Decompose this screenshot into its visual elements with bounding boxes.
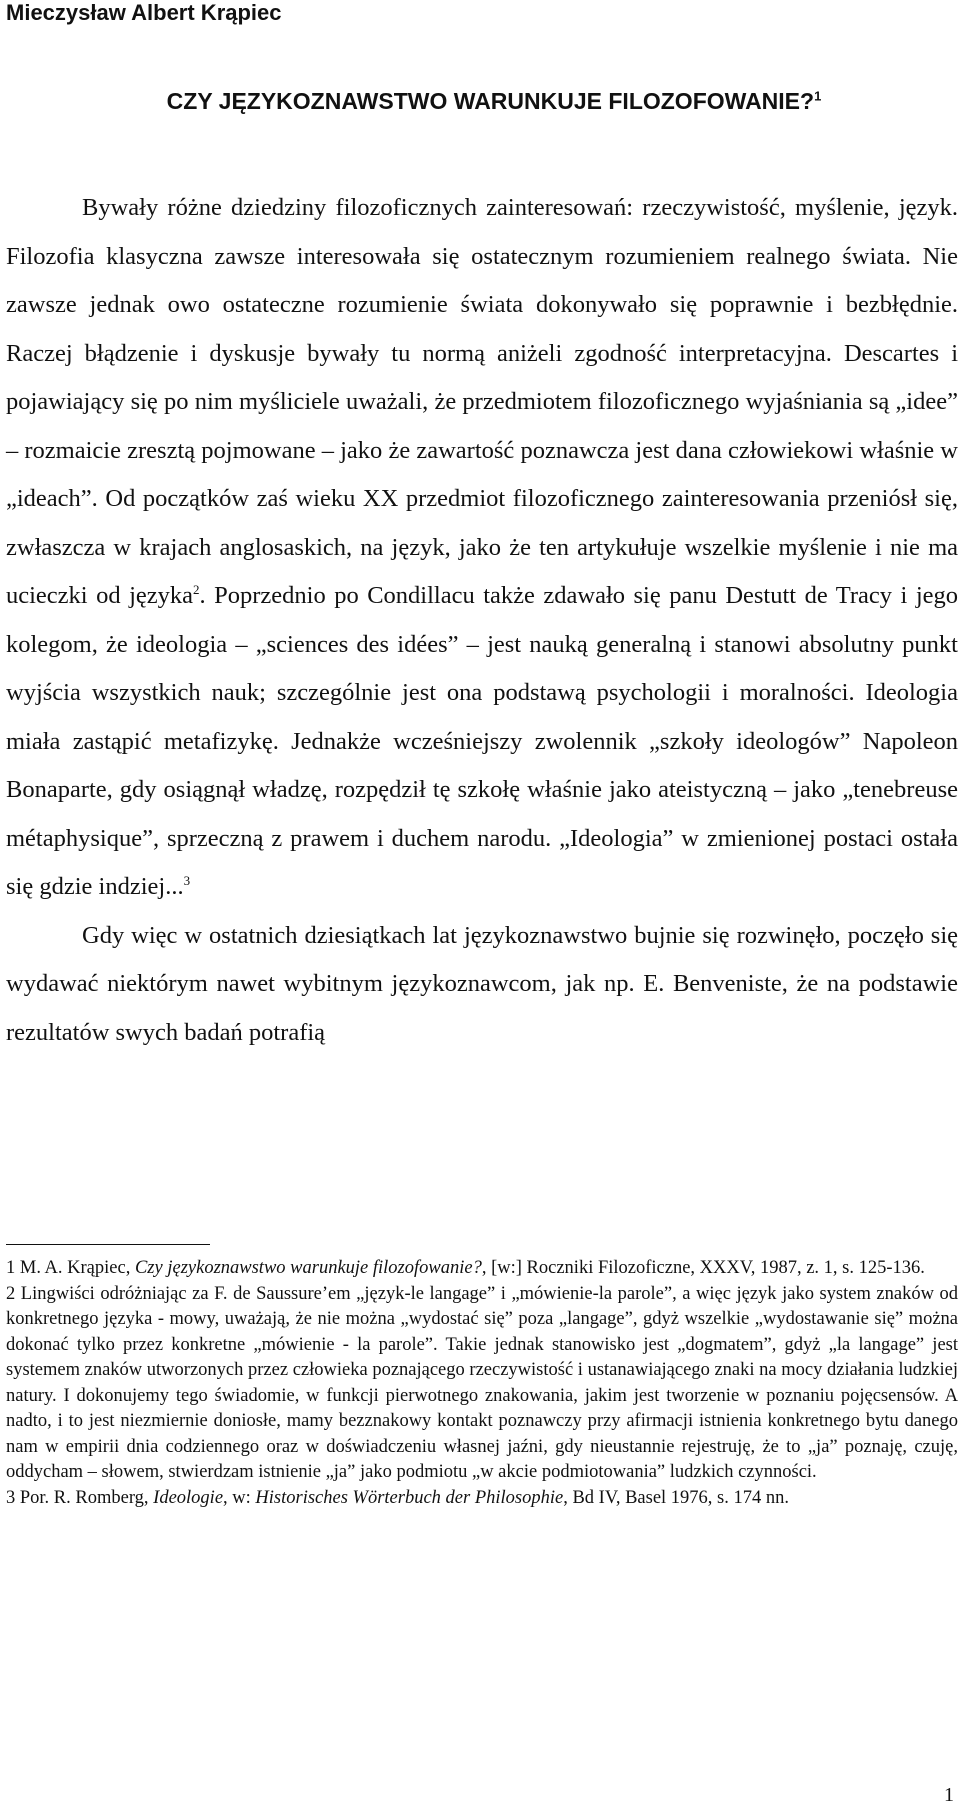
footnote-3 — [6, 1486, 958, 1512]
footnotes — [6, 1256, 958, 1511]
article-title-text: CZY JĘZYKOZNAWSTWO WARUNKUJE FILOZOFOWANIE? — [166, 88, 815, 114]
article-body — [6, 184, 958, 1057]
footnote-3-title-2: Historisches Wörterbuch der Philosophie — [255, 1487, 564, 1508]
title-footnote-ref[interactable]: 1 — [814, 88, 822, 104]
footnote-ref-2[interactable]: 2 — [193, 581, 200, 597]
footnote-1-part-a: 1 M. A. Krąpiec, — [6, 1258, 135, 1278]
article-title — [0, 88, 960, 115]
footnote-3-part-b: , Bd IV, Basel 1976, s. 174 nn. — [563, 1487, 789, 1508]
footnote-ref-3[interactable]: 3 — [183, 872, 191, 888]
paragraph-1 — [6, 184, 958, 912]
footnote-1 — [6, 1256, 958, 1282]
footnote-3-title-1: Ideologie — [153, 1487, 224, 1508]
paragraph-2: Gdy więc w ostatnich dziesiątkach lat językoznawstwo bujnie się rozwinęło, poczęło się wydawać niektórym nawet wybitnym językoznawcom, jak np. E. Benveniste, że na podstawie rezultatów swych badań potrafią — [6, 921, 958, 1046]
footnote-3-part-a: 3 Por. R. Romberg, — [6, 1487, 154, 1508]
paragraph-1-part-b: . Poprzednio po Condillacu także zdawało się panu Destutt de Tracy i jego kolegom, że ideologia – „sciences des idées” – jest nauką generalną i stanowi absolutny punkt wyjścia wszystkich nauk; szczególnie jest ona podstawą psychologii i moralności. Ideologia miała zastąpić metafizykę. Jednakże wcześniejszy zwolennik „szkoły ideologów” Napoleon Bonaparte, gdy osiągnął władzę, rozpędził tę szkołę właśnie jako ateistyczną – jako „tenebreuse métaphysique”, sprzeczną z prawem i duchem narodu. „Ideologia” w zmienionej postaci ostała się gdzie indziej... — [6, 582, 958, 900]
footnote-1-part-b: , [w:] Roczniki Filozoficzne, XXXV, 1987, z. 1, s. 125-136. — [481, 1258, 925, 1278]
footnote-3-mid: , w: — [223, 1487, 256, 1508]
footnote-2: 2 Lingwiści odróżniając za F. de Saussure’em „język-le langage” i „mówienie-la parole”, a więc język jako system znaków od konkretnego języka - mowy, uważają, że nie można „wydostać się” poza „langage”, gdyż wszelkie „wydostawanie się” można dokonać tylko przez konkretne „mówienie - la parole”. Takie jednak stanowisko jest „dogmatem”, gdyż „la langage” jest systemem znaków utworzonych przez człowieka poznającego rzeczywistość i ustanawiającego znaki na mocy działania ludzkiej natury. I dokonujemy tego świadomie, w funkcji pierwotnego znakowania, jakim jest tworzenie w poznaniu pojęcsensów. A nadto, i to jest niezmiernie doniosłe, mamy bezznakowy kontakt poznawczy przy afirmacji istnienia konkretnego bytu danego nam w empirii dnia codziennego oraz w doświadczeniu własnej jaźni, gdy nieustannie rejestruję, że to „ja” poznaję, czuję, oddycham – słowem, stwierdzam istnienie „ja” jako podmiotu „w akcie podmiotowania” ludzkich czynności. — [6, 1283, 958, 1482]
page-number: 1 — [944, 1784, 954, 1806]
author-name: Mieczysław Albert Krąpiec — [6, 0, 282, 25]
paragraph-1-part-a: Bywały różne dziedziny filozoficznych zainteresowań: rzeczywistość, myślenie, język. Filozofia klasyczna zawsze interesowała się ostatecznym rozumieniem realnego świata. Nie zawsze jednak owo ostateczne rozumienie świata dokonywało się poprawnie i bezbłędnie. Raczej błądzenie i dyskusje bywały tu normą aniżeli zgodność interpretacyjna. Descartes i pojawiający się po nim myśliciele uważali, że przedmiotem filozoficznego wyjaśniania są „idee” – rozmaicie zresztą pojmowane – jako że zawartość poznawcza jest dana człowiekowi właśnie w „ideach”. Od początków zaś wieku XX przedmiot filozoficznego zainteresowania przeniósł się, zwłaszcza w krajach anglosaskich, na język, jako że ten artykułuje wszelkie myślenie i nie ma ucieczki od języka — [6, 194, 958, 609]
footnote-separator — [6, 1244, 210, 1245]
footnote-1-title: Czy językoznawstwo warunkuje filozofowanie? — [134, 1258, 482, 1278]
